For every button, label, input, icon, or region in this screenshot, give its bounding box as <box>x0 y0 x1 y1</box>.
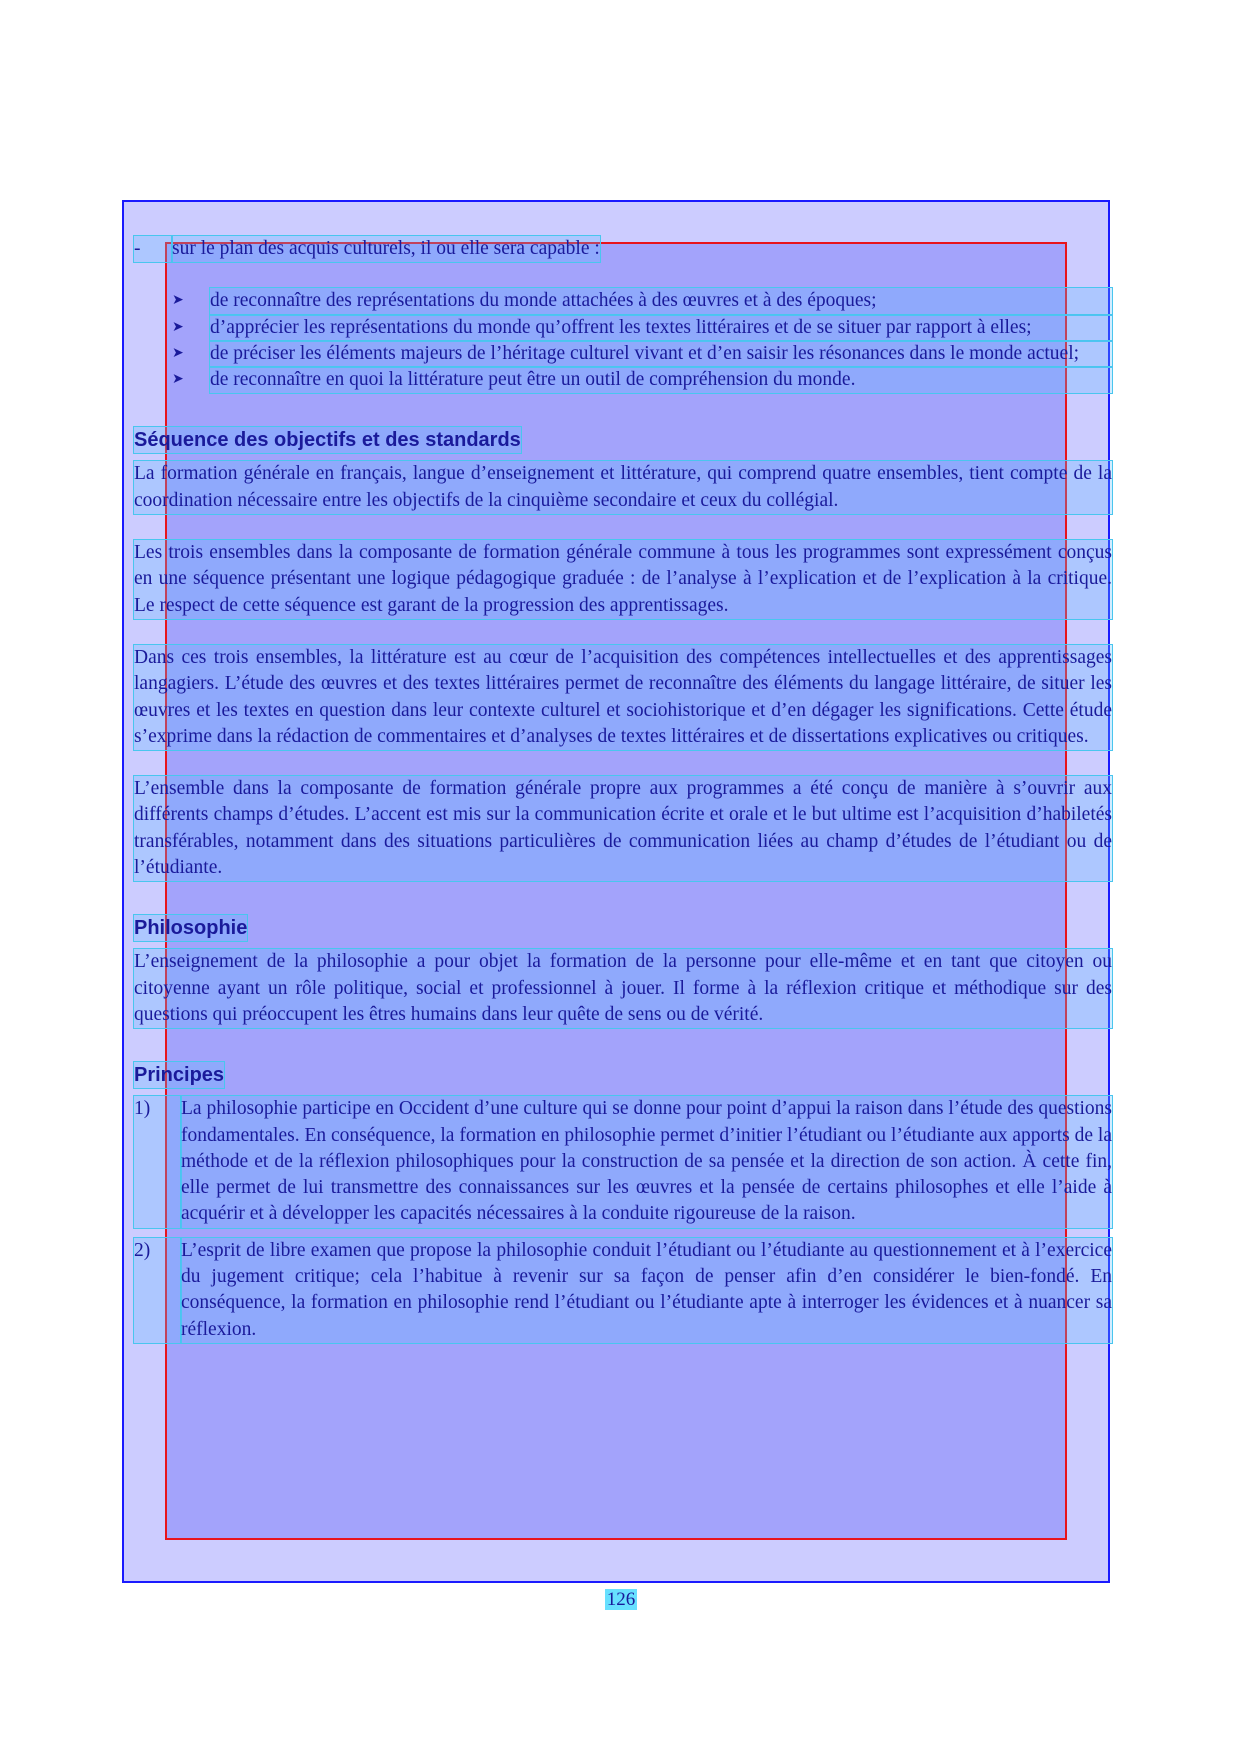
dash-marker: - <box>134 236 172 262</box>
section-heading-philosophie: Philosophie <box>134 917 248 940</box>
list-item-text: de préciser les éléments majeurs de l’héritage culturel vivant et d’en saisir les résonances dans le monde actuel; <box>210 341 1112 367</box>
item-number: 1) <box>134 1096 181 1227</box>
list-item-text: d’apprécier les représentations du monde qu’offrent les textes littéraires et de se situer par rapport à elles; <box>210 315 1112 341</box>
capability-list <box>134 288 1112 393</box>
page-number-text: 126 <box>606 1589 636 1610</box>
intro-text: sur le plan des acquis culturels, il ou elle sera capable : <box>172 236 600 262</box>
paragraph: L’enseignement de la philosophie a pour objet la formation de la personne pour elle-même et en tant que citoyen ou citoyenne ayant un rôle politique, social et professionnel à jouer. Il forme à la réflexion critique et méthodique sur des questions qui préoccupent les êtres humains dans leur quête de sens ou de vérité. <box>134 949 1112 1028</box>
list-item-text: de reconnaître en quoi la littérature peut être un outil de compréhension du monde. <box>210 367 1112 393</box>
numbered-item <box>134 1096 1112 1227</box>
paragraph: L’ensemble dans la composante de formation générale propre aux programmes a été conçu de manière à s’ouvrir aux différents champs d’études. L’accent est mis sur la communication écrite et orale et le but ultime est l’acquisition d’habiletés transférables, notamment dans des situations particulières de communication liées au champ d’études de l’étudiant ou de l’étudiante. <box>134 776 1112 881</box>
list-item <box>134 341 1112 367</box>
document-body <box>134 236 1112 1353</box>
arrow-right-icon: ➤ <box>172 319 184 335</box>
arrow-right-icon: ➤ <box>172 372 184 388</box>
arrow-right-icon: ➤ <box>172 345 184 361</box>
list-item <box>134 367 1112 393</box>
list-item-text: de reconnaître des représentations du monde attachées à des œuvres et à des époques; <box>210 288 1112 314</box>
intro-line <box>134 236 1112 262</box>
numbered-item <box>134 1238 1112 1343</box>
section-heading-sequence: Séquence des objectifs et des standards <box>134 429 521 452</box>
paragraph: La formation générale en français, langue d’enseignement et littérature, qui comprend quatre ensembles, tient compte de la coordination nécessaire entre les objectifs de la cinquième secondaire et ceux du collégial. <box>134 461 1112 514</box>
item-number: 2) <box>134 1238 181 1343</box>
list-item <box>134 315 1112 341</box>
paragraph: Les trois ensembles dans la composante de formation générale commune à tous les programmes sont expressément conçus en une séquence présentant une logique pédagogique graduée : de l’analyse à l’explication et de l’explication à la critique. Le respect de cette séquence est garant de la progression des apprentissages. <box>134 540 1112 619</box>
paragraph: Dans ces trois ensembles, la littérature est au cœur de l’acquisition des compétences intellectuelles et des apprentissages langagiers. L’étude des œuvres et des textes littéraires permet de reconnaître des éléments du langage littéraire, de situer les œuvres et les textes en question dans leur contexte culturel et sociohistorique et d’en dégager les significations. Cette étude s’exprime dans la rédaction de commentaires et d’analyses de textes littéraires et de dissertations explicatives ou critiques. <box>134 645 1112 750</box>
section-heading-principes: Principes <box>134 1064 225 1087</box>
item-text: La philosophie participe en Occident d’une culture qui se donne pour point d’appui la raison dans l’étude des questions fondamentales. En conséquence, la formation en philosophie permet d’initier l’étudiant ou l’étudiante aux apports de la méthode et de la réflexion philosophiques pour la construction de sa pensée et la direction de son action. À cette fin, elle permet de lui transmettre des connaissances sur les œuvres et la pensée de certains philosophes et elle l’aide à acquérir et à développer les capacités nécessaires à la conduite rigoureuse de la raison. <box>181 1096 1112 1227</box>
list-item <box>134 288 1112 314</box>
page-number <box>0 1589 1242 1611</box>
item-text: L’esprit de libre examen que propose la philosophie conduit l’étudiant ou l’étudiante au questionnement et à l’exercice du jugement critique; cela l’habitue à revenir sur sa façon de penser afin d’en considérer le bien-fondé. En conséquence, la formation en philosophie rend l’étudiant ou l’étudiante apte à interroger les évidences et à nuancer sa réflexion. <box>181 1238 1112 1343</box>
arrow-right-icon: ➤ <box>172 293 184 309</box>
